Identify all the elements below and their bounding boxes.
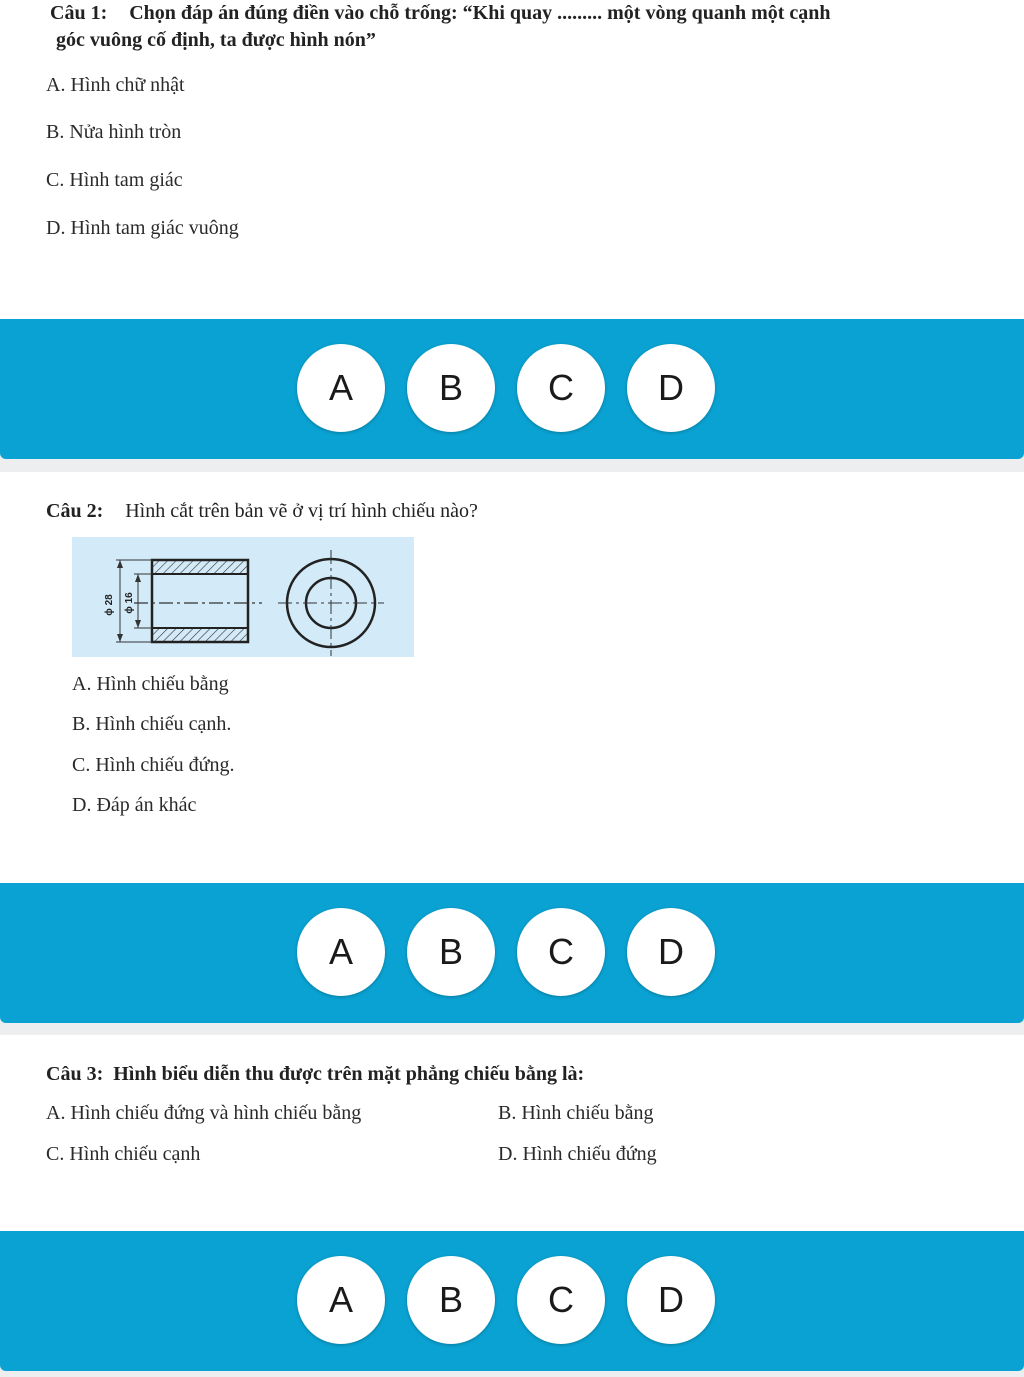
answer-button-a[interactable]: A <box>297 344 385 432</box>
section-view-drawing <box>72 537 414 657</box>
option-c: C. Hình chiếu đứng. <box>72 754 235 776</box>
question-text: Hình cắt trên bản vẽ ở vị trí hình chiếu nào? <box>125 500 478 522</box>
dimension-label-16: ϕ 16 <box>124 592 135 614</box>
section-view <box>134 560 262 642</box>
answer-button-d[interactable]: D <box>627 344 715 432</box>
question-card-1 <box>0 0 1024 320</box>
answer-button-a[interactable]: A <box>297 908 385 996</box>
option-b: B. Hình chiếu cạnh. <box>72 713 232 735</box>
option-c: C. Hình tam giác <box>46 169 183 191</box>
side-view-circles <box>278 550 384 656</box>
option-a: A. Hình chiếu bằng <box>72 673 229 695</box>
dimension-label-28: ϕ 28 <box>104 594 115 616</box>
question-text-line-1: Chọn đáp án đúng điền vào chỗ trống: “Khi quay ......... một vòng quanh một cạnh <box>129 2 831 24</box>
option-d: D. Đáp án khác <box>72 794 197 816</box>
question-number: Câu 2: <box>46 500 104 522</box>
answer-button-c[interactable]: C <box>517 908 605 996</box>
question-card-3 <box>0 1035 1024 1232</box>
option-a: A. Hình chiếu đứng và hình chiếu bằng <box>46 1102 362 1124</box>
option-d: D. Hình tam giác vuông <box>46 217 239 239</box>
answer-button-c[interactable]: C <box>517 344 605 432</box>
answer-button-a[interactable]: A <box>297 1256 385 1344</box>
answer-button-b[interactable]: B <box>407 344 495 432</box>
answer-button-d[interactable]: D <box>627 1256 715 1344</box>
answer-bar-2 <box>0 883 1024 1023</box>
question-card-2 <box>0 472 1024 884</box>
question-1-title <box>50 0 831 27</box>
answer-bar-1 <box>0 319 1024 459</box>
answer-button-b[interactable]: B <box>407 1256 495 1344</box>
option-b: B. Hình chiếu bằng <box>498 1102 654 1124</box>
technical-drawing-figure <box>72 537 414 657</box>
question-3-title <box>46 1061 584 1088</box>
answer-button-b[interactable]: B <box>407 908 495 996</box>
dimension-lines <box>104 560 152 642</box>
answer-bar-3 <box>0 1231 1024 1371</box>
option-b: B. Nửa hình tròn <box>46 121 182 143</box>
option-a: A. Hình chữ nhật <box>46 74 185 96</box>
question-text: Hình biểu diễn thu được trên mặt phẳng chiếu bằng là: <box>113 1063 585 1085</box>
question-2-title <box>46 498 478 525</box>
question-number: Câu 1: <box>50 2 108 24</box>
option-d: D. Hình chiếu đứng <box>498 1143 657 1165</box>
question-number: Câu 3: <box>46 1063 104 1085</box>
answer-button-c[interactable]: C <box>517 1256 605 1344</box>
question-1-title-line-2: góc vuông cố định, ta được hình nón” <box>56 29 376 51</box>
option-c: C. Hình chiếu cạnh <box>46 1143 201 1165</box>
answer-button-d[interactable]: D <box>627 908 715 996</box>
